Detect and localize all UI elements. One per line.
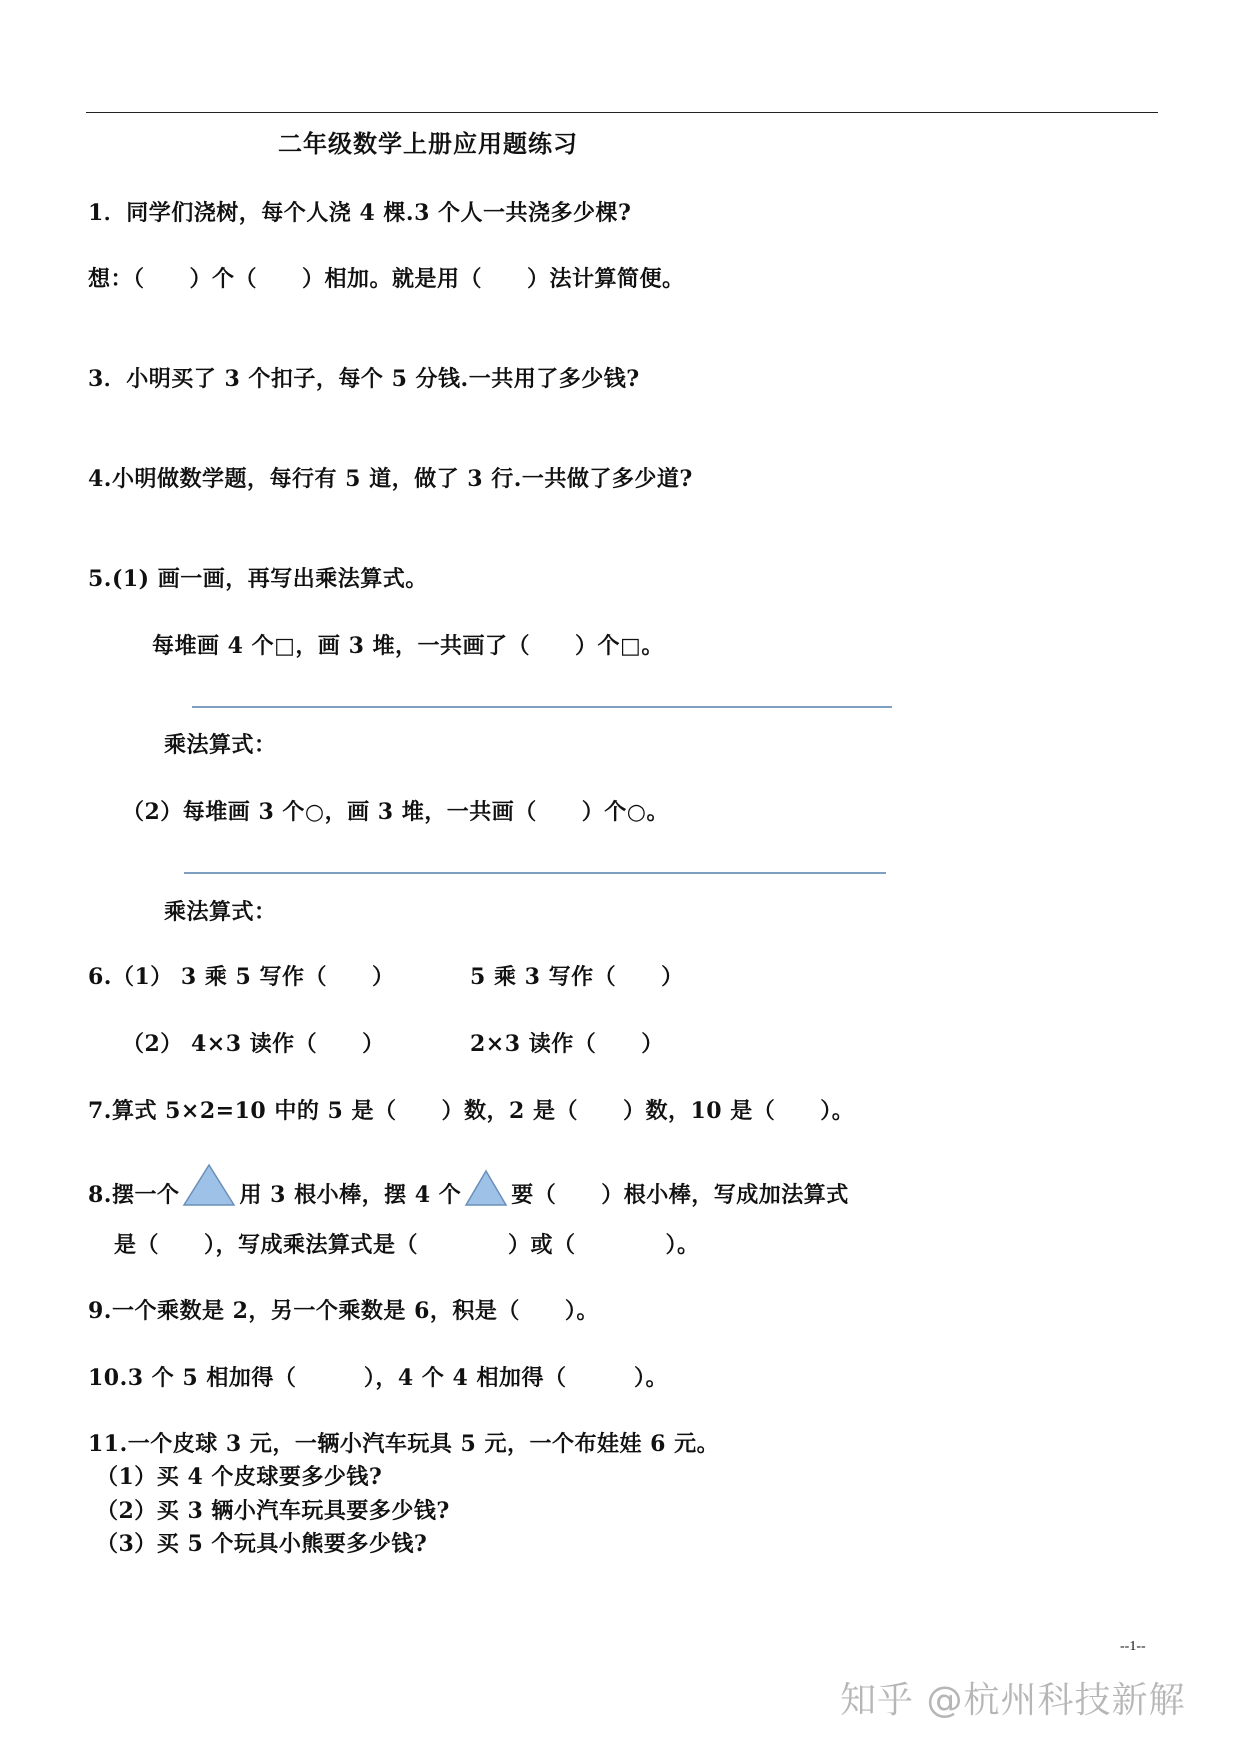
- q8-part-a: 8.摆一个: [88, 1182, 180, 1208]
- q5-answer-line-2: [184, 872, 886, 874]
- page-title: 二年级数学上册应用题练习: [278, 129, 578, 158]
- q6-row2-right: 2×3 读作（ ）: [470, 1031, 664, 1057]
- q8-part-c: 要（ ）根小棒，写成加法算式: [511, 1182, 849, 1208]
- q4-question: 4.小明做数学题，每行有 5 道，做了 3 行.一共做了多少道?: [88, 466, 693, 492]
- q5-part2-text: （2）每堆画 3 个○，画 3 堆，一共画（ ）个○。: [122, 799, 669, 825]
- q7-question: 7.算式 5×2=10 中的 5 是（ ）数，2 是（ ）数，10 是（ ）。: [88, 1098, 855, 1124]
- q11-sub3: （3）买 5 个玩具小熊要多少钱?: [96, 1531, 428, 1557]
- q1-hint: 想：（ ）个（ ）相加。就是用（ ）法计算简便。: [88, 266, 685, 292]
- q10-question: 10.3 个 5 相加得（ ），4 个 4 相加得（ ）。: [88, 1365, 668, 1391]
- q5-formula-label-1: 乘法算式：: [164, 732, 277, 758]
- q8-line1: [88, 1162, 849, 1210]
- page-number: --1--: [1120, 1639, 1146, 1654]
- q8-line2: 是（ ），写成乘法算式是（ ）或（ ）。: [114, 1232, 700, 1258]
- q3-question: 3．小明买了 3 个扣子，每个 5 分钱.一共用了多少钱?: [88, 366, 640, 392]
- q5-part1-heading: 5.(1) 画一画，再写出乘法算式。: [88, 566, 428, 592]
- q11-sub1: （1）买 4 个皮球要多少钱?: [96, 1464, 383, 1490]
- watermark: 知乎 @杭州科技新解: [840, 1680, 1186, 1721]
- q11-question: 11.一个皮球 3 元，一辆小汽车玩具 5 元，一个布娃娃 6 元。: [88, 1431, 720, 1457]
- q5-part1-text: 每堆画 4 个□，画 3 堆，一共画了（ ）个□。: [152, 633, 664, 659]
- q8-part-b: 用 3 根小棒，摆 4 个: [239, 1182, 462, 1208]
- q9-question: 9.一个乘数是 2，另一个乘数是 6，积是（ ）。: [88, 1298, 599, 1324]
- triangle-icon: [463, 1168, 509, 1208]
- q6-row1-right: 5 乘 3 写作（ ）: [470, 964, 684, 990]
- q6-row2-left: （2） 4×3 读作（ ）: [122, 1031, 385, 1057]
- q11-sub2: （2）买 3 辆小汽车玩具要多少钱?: [96, 1498, 450, 1524]
- q6-row1-left: 6.（1） 3 乘 5 写作（ ）: [88, 964, 395, 990]
- q5-formula-label-2: 乘法算式：: [164, 899, 277, 925]
- header-rule: [86, 112, 1158, 113]
- q1-question: 1．同学们浇树，每个人浇 4 棵.3 个人一共浇多少棵?: [88, 200, 632, 226]
- triangle-icon: [181, 1162, 237, 1208]
- q5-answer-line-1: [192, 706, 892, 708]
